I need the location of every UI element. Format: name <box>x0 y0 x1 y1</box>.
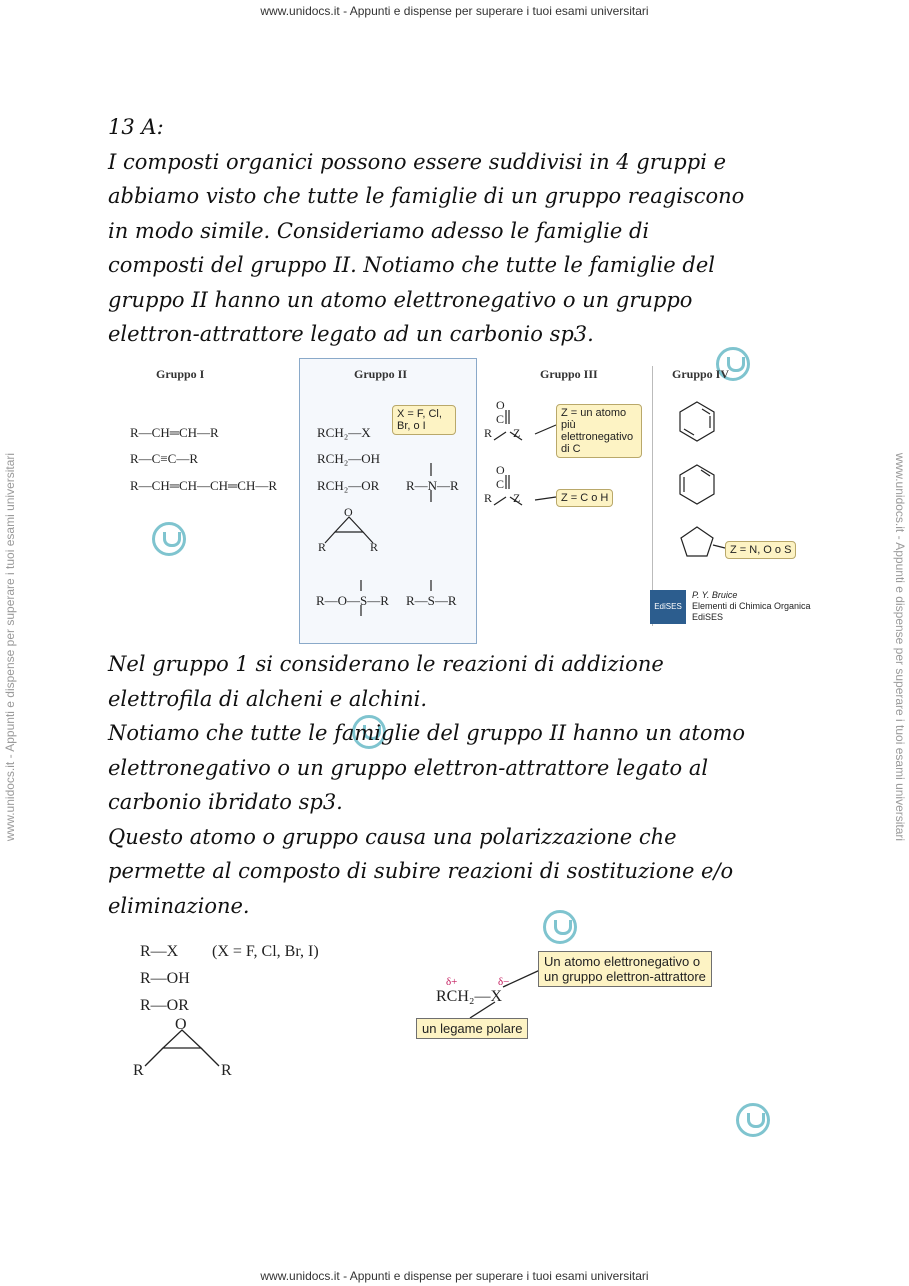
delta-minus: δ− <box>498 976 510 988</box>
epoxide-r: R <box>133 1062 144 1079</box>
carbonyl-atoms: O C R Z <box>484 463 521 505</box>
intro-heading: 13 A: <box>108 115 164 139</box>
credit-publisher: EdiSES <box>692 612 724 622</box>
group2-formula: RCH₂—X <box>317 425 371 440</box>
group1-formula: R—CH═CH—R <box>130 425 219 440</box>
ammonium-formula: R—N—R <box>406 478 459 493</box>
z-electronegative-callout: Z = un atomo più elettronegativo di C <box>556 404 642 458</box>
polar-formula: RCH₂—X <box>436 988 503 1005</box>
credit-title: Elementi di Chimica Organica <box>692 601 811 611</box>
body-line: elettrofila di alcheni e alchini. <box>108 686 428 711</box>
group3-title: Gruppo III <box>540 367 598 381</box>
intro-line: elettron-attrattore legato ad un carbonio sp3. <box>108 322 594 346</box>
group1-formula: R—CH═CH—CH═CH—R <box>130 478 277 493</box>
body-line: Questo atomo o gruppo causa una polarizzazione che <box>108 824 677 849</box>
z-c-or-h-callout: Z = C o H <box>556 489 613 507</box>
polar-bond-callout: un legame polare <box>416 1018 528 1039</box>
body-line: carbonio ibridato sp3. <box>108 790 343 814</box>
body-line: eliminazione. <box>108 893 250 918</box>
callout-line: un gruppo elettron-attrattore <box>544 969 706 984</box>
epoxide-r: R <box>370 540 379 554</box>
edises-logo: EdiSES <box>650 590 686 624</box>
epoxide-r: R <box>221 1062 232 1079</box>
top-banner: www.unidocs.it - Appunti e dispense per superare i tuoi esami universitari <box>260 4 649 18</box>
halogen-list: (X = F, Cl, Br, I) <box>212 943 319 960</box>
formula-rx: R—X <box>140 943 179 960</box>
carbonyl-atoms: O C R Z <box>484 398 521 440</box>
intro-line: I composti organici possono essere suddivisi in 4 gruppi e <box>108 149 727 174</box>
group1-formula: R—C≡C—R <box>130 451 199 466</box>
intro-line: composti del gruppo II. Notiamo che tutte le famiglie del <box>108 253 715 277</box>
epoxide-o: O <box>344 505 353 519</box>
epoxide-o: O <box>175 1016 187 1033</box>
body-line: Notiamo che tutte le famiglie del gruppo II hanno un atomo <box>108 721 746 745</box>
formula-roh: R—OH <box>140 970 190 987</box>
z-heteroatom-callout: Z = N, O o S <box>725 541 796 559</box>
electronegative-callout <box>538 951 712 987</box>
body-line: Nel gruppo 1 si considerano le reazioni di addizione <box>108 652 664 676</box>
intro-line: gruppo II hanno un atomo elettronegativo o un gruppo <box>108 287 693 312</box>
halogen-callout: X = F, Cl, Br, o I <box>392 405 456 435</box>
group2-formula: R—S—R <box>406 593 457 608</box>
callout-line: Un atomo elettronegativo o <box>544 954 701 969</box>
intro-line: abbiamo visto che tutte le famiglie di un gruppo reagiscono <box>108 184 745 208</box>
credit-author: P. Y. Bruice <box>692 590 738 600</box>
group1-title: Gruppo I <box>156 367 205 381</box>
formula-ror: R—OR <box>140 997 189 1014</box>
delta-plus: δ+ <box>446 976 458 988</box>
group2-formula: RCH₂—OH <box>317 451 381 466</box>
group2-title: Gruppo II <box>354 367 408 381</box>
group2-formula: R—O—S—R <box>316 593 389 608</box>
left-side-watermark: www.unidocs.it - Appunti e dispense per superare i tuoi esami universitari <box>3 452 17 842</box>
group2-formula: RCH₂—OR <box>317 478 380 493</box>
group4-title: Gruppo IV <box>672 367 730 381</box>
body-line: elettronegativo o un gruppo elettron-attrattore legato al <box>108 755 709 780</box>
epoxide-r: R <box>318 540 327 554</box>
right-side-watermark: www.unidocs.it - Appunti e dispense per superare i tuoi esami universitari <box>893 452 907 842</box>
intro-line: in modo simile. Consideriamo adesso le famiglie di <box>108 218 650 243</box>
bottom-banner: www.unidocs.it - Appunti e dispense per superare i tuoi esami universitari <box>260 1269 649 1283</box>
body-line: permette al composto di subire reazioni di sostituzione e/o <box>108 859 734 883</box>
